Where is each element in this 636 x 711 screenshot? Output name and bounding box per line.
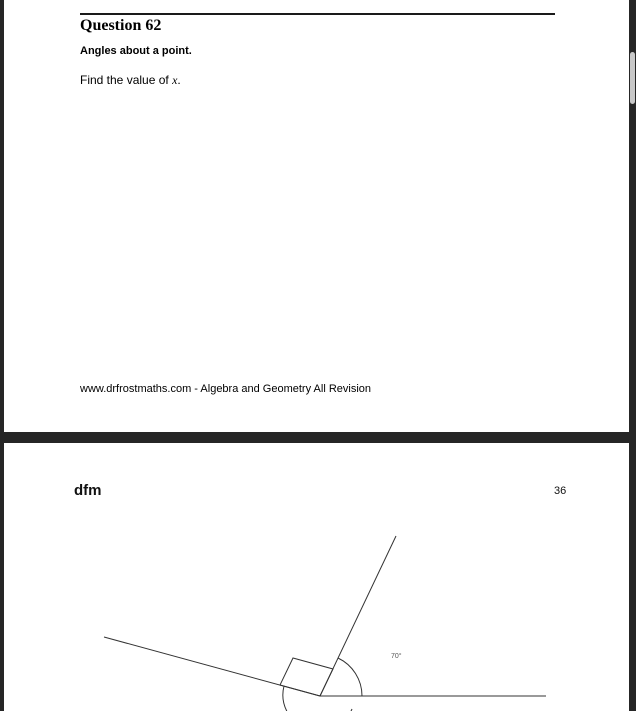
question-topic: Angles about a point. <box>80 45 192 57</box>
question-prompt <box>80 73 181 88</box>
scrollbar-thumb[interactable] <box>630 52 635 104</box>
footer-text: www.drfrostmaths.com - Algebra and Geometry All Revision <box>80 383 372 395</box>
angles-diagram <box>0 443 629 711</box>
header-rule <box>80 13 555 15</box>
prompt-variable: x <box>172 73 178 87</box>
angle-arc-70 <box>338 658 362 696</box>
angle-label-70: 70° <box>391 653 402 660</box>
worksheet-page-1 <box>4 0 629 432</box>
scrollbar[interactable] <box>629 0 636 711</box>
page-number: 36 <box>554 485 567 497</box>
prompt-end: . <box>177 73 181 87</box>
right-angle-marker <box>280 658 333 696</box>
angle-arc-reflex <box>283 686 352 711</box>
brand-logo-text: dfm <box>74 482 102 499</box>
question-title: Question 62 <box>80 17 162 34</box>
prompt-text: Find the value of <box>80 73 173 87</box>
